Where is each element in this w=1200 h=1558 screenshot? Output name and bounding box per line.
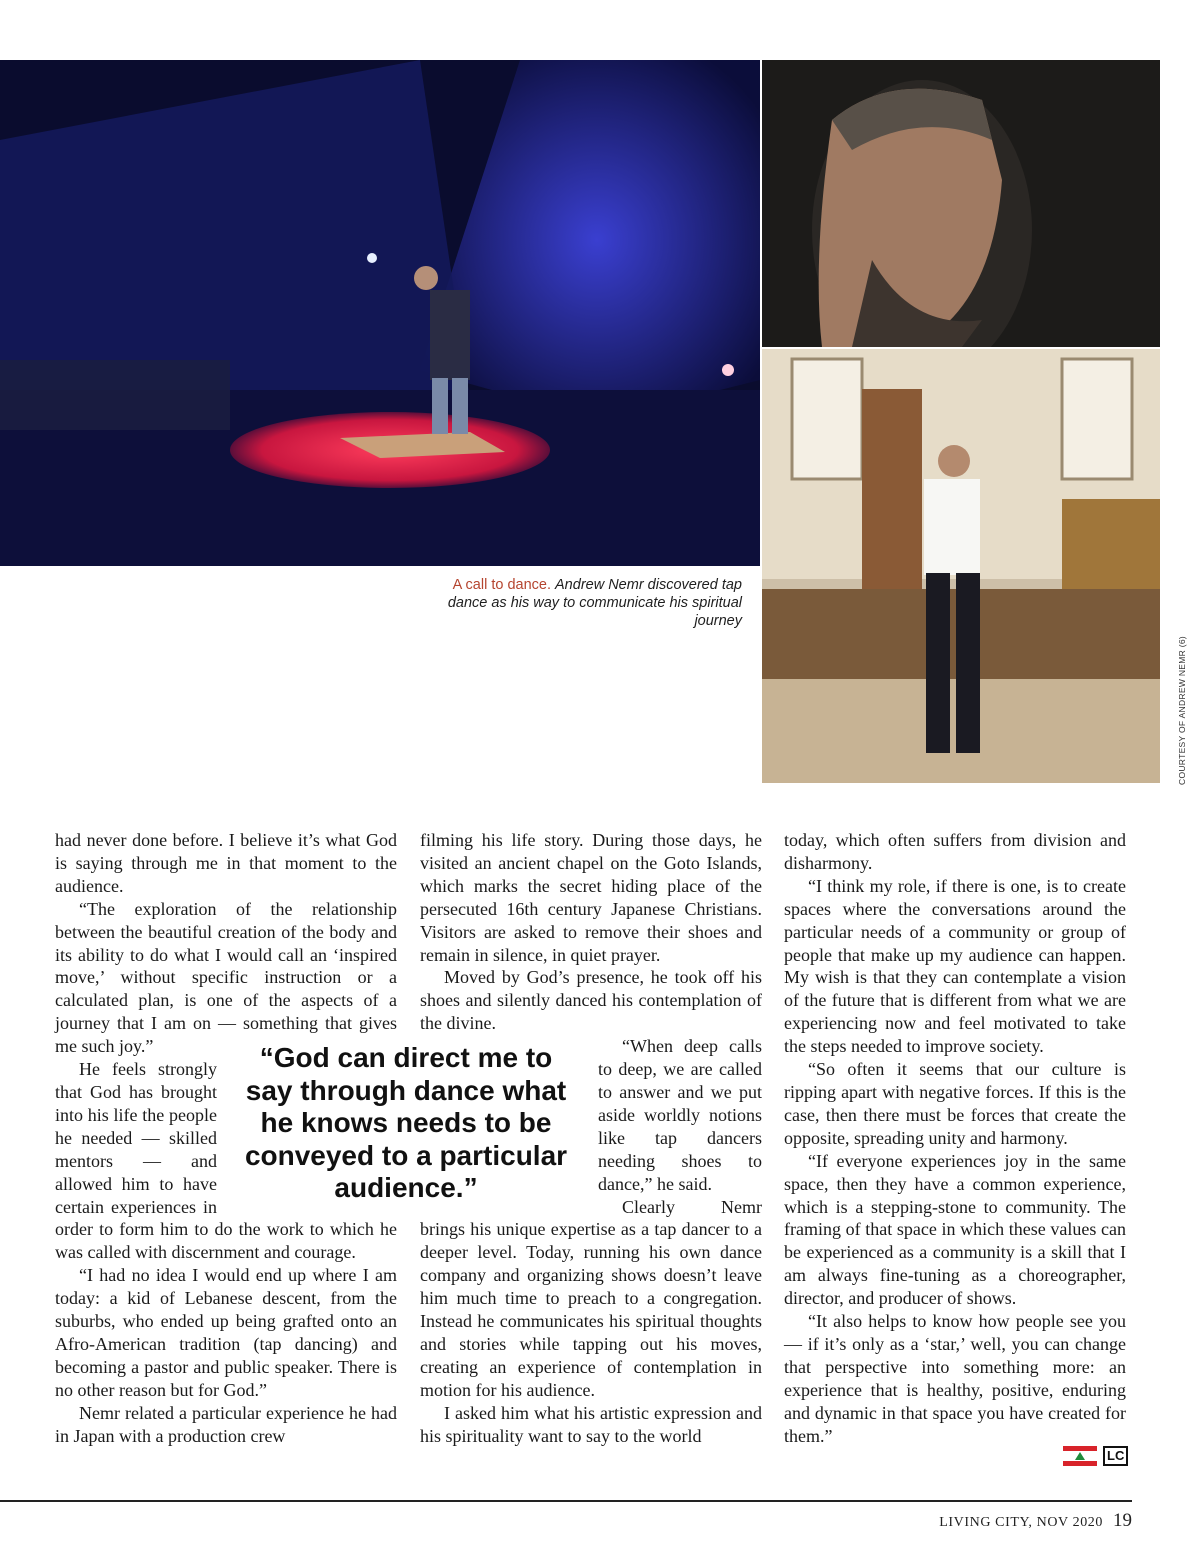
article-column-3 xyxy=(784,829,1126,1447)
paragraph: today, which often suffers from division and disharmony. xyxy=(784,830,1126,873)
paragraph: “So often it seems that our culture is ripping apart with negative forces. If this is the case, then there must be forces that create the opposite, spreading unity and harmony. xyxy=(784,1059,1126,1148)
article-end-marks xyxy=(1063,1446,1128,1466)
living-city-logo-icon: LC xyxy=(1103,1446,1128,1466)
paragraph: “I think my role, if there is one, is to create spaces where the conversations around the particular needs of a community or group of people that make up my audience can happen. My wish is that they can contemplate a vision of the future that is different from what we are experiencing now and feel motivated to take the steps needed to improve society. xyxy=(784,875,1126,1057)
paragraph: filming his life story. During those days, he visited an ancient chapel on the Goto Islands, which marks the secret hiding place of the persecuted 16th century Japanese Christians. Visitors are asked to remove their shoes and remain in silence, in quiet prayer. xyxy=(420,830,762,965)
paragraph: “It also helps to know how people see you — if it’s only as a ‘star,’ well, you can change that perspective into something more: an experience that is healthy, positive, enduring and dynamic in that space you have created for them.” xyxy=(784,1311,1126,1446)
paragraph: I asked him what his artistic expression and his spirituality want to say to the world xyxy=(420,1402,762,1446)
paragraph: Nemr related a particular experience he had in Japan with a production crew xyxy=(55,1402,397,1446)
paragraph: “I had no idea I would end up where I am today: a kid of Lebanese descent, from the suburbs, who ended up being grafted onto an Afro-American tradition (tap dancing) and becoming a pastor and public speaker. There is no other reason but for God.” xyxy=(55,1265,397,1400)
photo-portrait-andrew-nemr xyxy=(762,60,1160,347)
paragraph: Clearly Nemr brings his unique expertise as a tap dancer to a deeper level. Today, running his own dance company and organizing shows doesn’t leave him much time to preach to a congregation. Instead he communicates his spiritual thoughts and stories while tapping out his moves, creating an experience of contemplation in motion for his audience. xyxy=(420,1196,762,1400)
photo-chapel-dance xyxy=(762,349,1160,783)
pull-quote: “God can direct me to say through dance what he knows needs to be conveyed to a particular audience.” xyxy=(244,1042,568,1203)
photo-caption xyxy=(440,576,742,630)
caption-lead: A call to dance. xyxy=(452,577,551,593)
paragraph: Moved by God’s presence, he took off his shoes and silently danced his contemplation of the divine. xyxy=(420,967,762,1034)
footer-rule xyxy=(0,1500,1132,1502)
page-footer xyxy=(939,1510,1132,1532)
photo-stage-performance xyxy=(0,60,760,566)
page-number: 19 xyxy=(1113,1510,1132,1531)
paragraph: had never done before. I believe it’s what God is saying through me in that moment to the audience. xyxy=(55,830,397,896)
paragraph: “The exploration of the relationship between the beautiful creation of the body and its ability to do what I would call an ‘inspired move,’ without specific instruction or a calculated plan, is one of the aspects of a journey that I am on — something that gives me such joy.” xyxy=(55,898,397,1057)
photo-credit: COURTESY OF ANDREW NEMR (6) xyxy=(1177,636,1187,785)
paragraph: “When deep calls to deep, we are called to answer and we put aside worldly notions like tap dancers needing shoes to dance,” he said. xyxy=(598,1036,762,1194)
publication-name: LIVING CITY, NOV 2020 xyxy=(939,1515,1103,1530)
paragraph: He feels strongly that God has brought into his life the people he needed — skilled mentors — and allowed him to have certain experiences in order to form him to do the work to which he was called with discernment and courage. xyxy=(55,1059,397,1263)
paragraph: “If everyone experiences joy in the same space, then they have a common experience, which is a stepping-stone to community. The framing of that space in which these values can be experienced as a community is a skill that I am always fine-tuning as a choreographer, director, and producer of shows. xyxy=(784,1150,1126,1309)
lebanon-flag-icon xyxy=(1063,1446,1097,1466)
caption-body: Andrew Nemr discovered tap dance as his way to communicate his spiritual journey xyxy=(447,577,742,629)
